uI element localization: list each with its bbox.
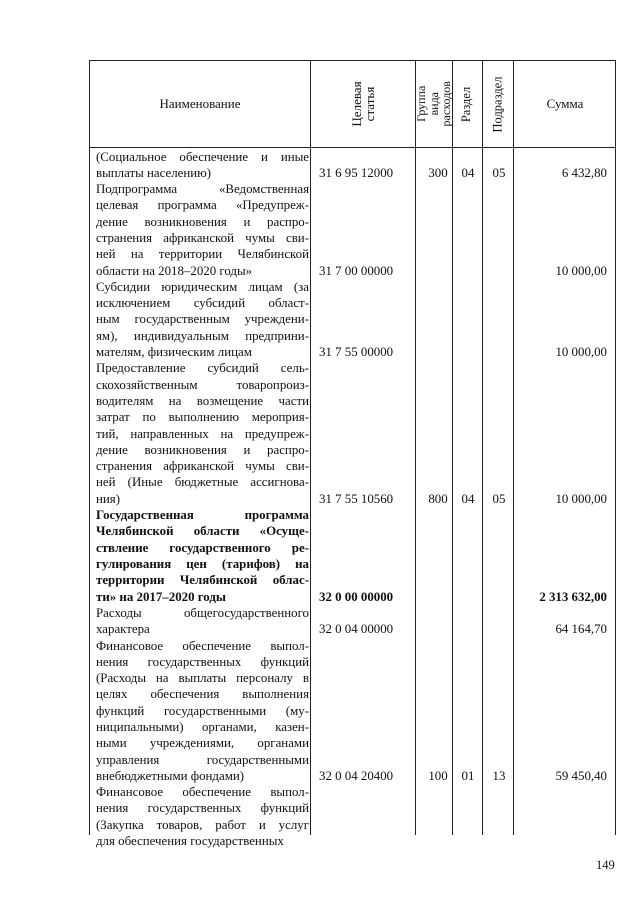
row-name-line: Предоставление субсидий сель- <box>96 361 309 376</box>
row-name-line: области на 2018–2020 годы» <box>96 263 253 278</box>
row-name-line: ти» на 2017–2020 годы <box>96 589 226 604</box>
row-name-line: гулирования цен (тарифов) на <box>96 556 309 571</box>
page-number: 149 <box>596 858 615 872</box>
row-name-line: нения государственных функций <box>96 654 309 669</box>
row-name-line: управления государственными <box>96 752 309 767</box>
row-name-line: странения африканской чумы сви- <box>96 459 309 474</box>
row-section: 04 <box>461 491 475 506</box>
row-name-line: мателям, физическим лицам <box>96 345 252 360</box>
row-code: 32 0 00 00000 <box>319 589 394 604</box>
row-sum: 6 432,80 <box>561 165 607 180</box>
column-divider <box>310 61 311 835</box>
budget-table <box>89 60 616 849</box>
row-code: 32 0 04 20400 <box>319 768 394 783</box>
row-sum: 10 000,00 <box>555 491 607 506</box>
row-code: 31 7 00 00000 <box>319 263 394 278</box>
row-name-line: характера <box>96 622 150 637</box>
header-group: Группа вида расходов <box>413 81 453 127</box>
row-sum: 2 313 632,00 <box>539 589 607 604</box>
row-name-line: для обеспечения государственных <box>96 834 284 849</box>
row-code: 32 0 04 00000 <box>319 622 394 637</box>
header-name: Наименование <box>159 96 241 111</box>
header-sum: Сумма <box>546 96 584 111</box>
row-name <box>96 638 309 785</box>
row-name <box>96 149 309 182</box>
row-name <box>96 507 309 605</box>
row-name-line: целях обеспечения выполнения <box>96 687 309 702</box>
row-name-line: тий, направленных на предупреж- <box>96 426 309 441</box>
row-sum: 64 164,70 <box>555 622 607 637</box>
row-name-line: территории Челябинской облас- <box>96 573 309 588</box>
row-code: 31 6 95 12000 <box>319 165 394 180</box>
header-sum-cell <box>513 61 617 147</box>
row-section: 01 <box>461 768 475 783</box>
row-code: 31 7 55 10560 <box>319 491 394 506</box>
header-target: Целевая статья <box>348 81 377 127</box>
row-name-line: скохозяйственным товаропроиз- <box>96 377 309 392</box>
row-name-line: ния) <box>96 491 121 506</box>
row-name-line: Челябинской области «Осуще- <box>96 524 309 539</box>
row-name <box>96 279 309 360</box>
row-name-line: целевая программа «Предупреж- <box>96 198 309 213</box>
row-group: 100 <box>428 768 448 783</box>
column-divider <box>482 61 483 835</box>
header-section-cell <box>452 61 482 147</box>
row-name-line: (Расходы на выплаты персоналу в <box>96 671 309 686</box>
header-subsection-cell <box>482 61 513 147</box>
row-subsection: 13 <box>492 768 506 783</box>
row-name-line: ствление государственного ре- <box>96 540 309 555</box>
column-divider <box>513 61 514 835</box>
row-subsection: 05 <box>492 165 506 180</box>
row-name-line: Субсидии юридическим лицам (за <box>96 279 309 294</box>
row-name-line: внебюджетными фондами) <box>96 768 245 783</box>
row-name-line: функций государственными (му- <box>96 703 309 718</box>
row-name-line: ней (Иные бюджетные ассигнова- <box>96 475 309 490</box>
row-name-line: затрат по выполнению мероприя- <box>96 410 309 425</box>
row-name-line: Подпрограмма «Ведомственная <box>96 182 309 197</box>
row-name-line: дение возникновения и распро- <box>96 214 309 229</box>
row-name-line: водителям на возмещение части <box>96 393 309 408</box>
row-name <box>96 605 309 638</box>
row-name-line: дение возникновения и распро- <box>96 442 309 457</box>
row-name-line: ней на территории Челябинской <box>96 247 309 262</box>
row-sum: 10 000,00 <box>555 263 607 278</box>
row-name-line: Финансовое обеспечение выпол- <box>96 638 309 653</box>
row-name-line: нения государственных функций <box>96 801 309 816</box>
column-divider <box>452 61 453 835</box>
row-name <box>96 181 309 279</box>
row-name-line: (Закупка товаров, работ и услуг <box>96 817 309 832</box>
row-name <box>96 784 309 849</box>
row-name-line: исключением субсидий област- <box>96 296 309 311</box>
row-name-line: Финансовое обеспечение выпол- <box>96 785 309 800</box>
row-name-line: (Социальное обеспечение и иные <box>96 149 309 164</box>
row-name <box>96 360 309 507</box>
row-name-line: ным государственным учреждени- <box>96 312 309 327</box>
header-name-cell <box>90 61 310 147</box>
header-target-cell <box>310 61 415 147</box>
row-name-line: ными учреждениями, органами <box>96 736 309 751</box>
header-subsection: Подраздел <box>490 76 504 132</box>
row-code: 31 7 55 00000 <box>319 345 394 360</box>
row-section: 04 <box>461 165 475 180</box>
row-name-line: выплаты населению) <box>96 165 212 180</box>
row-group: 300 <box>428 165 448 180</box>
header-group-cell <box>415 61 452 147</box>
column-divider <box>415 61 416 835</box>
row-name-line: ям), индивидуальным предприни- <box>96 328 309 343</box>
row-subsection: 05 <box>492 491 506 506</box>
row-name-line: Государственная программа <box>96 508 309 523</box>
row-name-line: странения африканской чумы сви- <box>96 230 309 245</box>
row-sum: 59 450,40 <box>555 768 607 783</box>
row-sum: 10 000,00 <box>555 345 607 360</box>
header-section: Раздел <box>459 86 474 122</box>
row-name-line: Расходы общегосударственного <box>96 605 309 620</box>
row-group: 800 <box>428 491 448 506</box>
row-name-line: ниципальными) органами, казен- <box>96 719 309 734</box>
